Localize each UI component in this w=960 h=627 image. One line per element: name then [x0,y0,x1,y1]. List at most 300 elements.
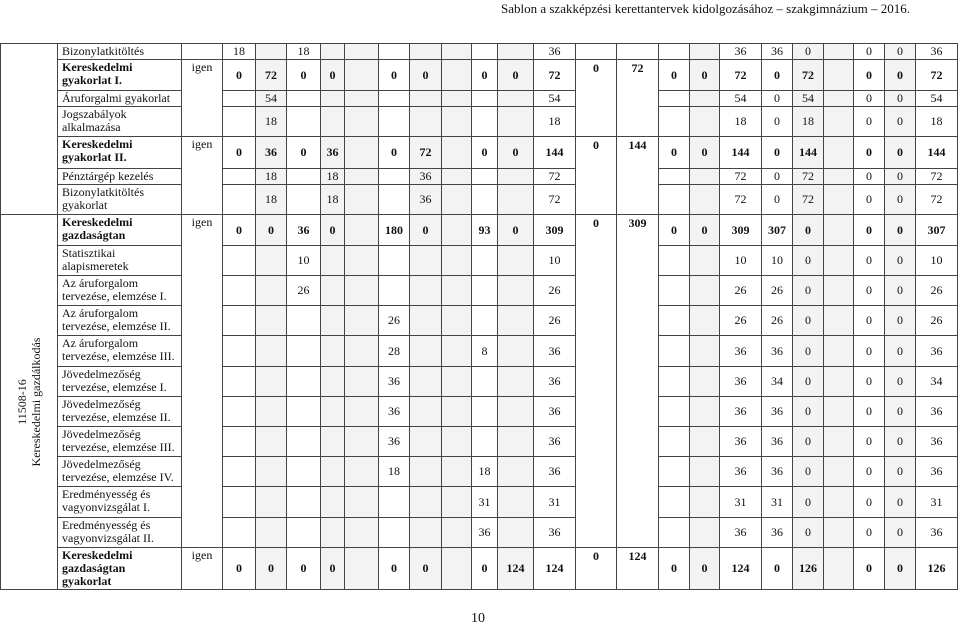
hours-cell [287,91,321,107]
hours-cell [345,169,379,185]
hours-cell: 0 [854,60,885,91]
hours-cell [690,367,720,397]
hours-cell [442,397,472,427]
hours-cell [223,185,256,215]
hours-cell [410,246,442,276]
hours-cell: 0 [256,215,287,246]
hours-cell [498,336,534,367]
hours-cell: 0 [885,427,916,457]
hours-cell [379,185,410,215]
table-row [1,548,958,590]
curriculum-hours-table [0,43,958,590]
hours-cell [410,276,442,306]
hours-cell: 72 [720,60,762,91]
hours-cell: 0 [885,169,916,185]
hours-cell [498,306,534,336]
table-row [1,397,958,427]
hours-cell [223,336,256,367]
hours-cell [287,107,321,137]
hours-cell [256,336,287,367]
table-row [1,246,958,276]
hours-cell: 0 [854,457,885,487]
hours-cell [824,457,854,487]
hours-cell [472,306,498,336]
subject-name: Bizonylatkitöltés gyakorlat [58,185,182,215]
hours-cell [442,457,472,487]
hours-cell [410,427,442,457]
hours-cell [472,367,498,397]
hours-cell [690,185,720,215]
hours-cell [345,336,379,367]
hours-cell: 54 [720,91,762,107]
hours-cell: 0 [793,367,824,397]
hours-cell [379,246,410,276]
hours-cell [345,215,379,246]
hours-cell [472,246,498,276]
hours-cell [498,276,534,306]
hours-cell: 72 [534,185,576,215]
hours-cell: 10 [534,246,576,276]
hours-cell: 0 [854,215,885,246]
hours-cell [690,306,720,336]
hours-cell [498,487,534,518]
hours-cell: 0 [885,107,916,137]
hours-cell: 0 [659,137,690,169]
hours-cell: 36 [720,397,762,427]
hours-cell: 72 [256,60,287,91]
hours-cell: 0 [854,185,885,215]
hours-cell: 0 [498,215,534,246]
subject-name: Jövedelmezőség tervezése, elemzése III. [58,427,182,457]
hours-cell: 36 [762,336,793,367]
hours-cell: 0 [762,137,793,169]
hours-cell [690,518,720,548]
hours-cell: 0 [762,91,793,107]
hours-cell: 0 [793,518,824,548]
hours-cell [442,137,472,169]
hours-cell: 36 [762,518,793,548]
table-row [1,137,958,169]
hours-cell: 54 [793,91,824,107]
hours-cell [256,487,287,518]
hours-cell: 0 [854,367,885,397]
hours-cell [442,215,472,246]
hours-cell: 0 [410,60,442,91]
hours-cell: 36 [720,427,762,457]
hours-cell [442,487,472,518]
hours-cell [498,91,534,107]
hours-cell: 72 [720,185,762,215]
hours-cell [659,91,690,107]
igen-cell: igen [182,60,223,137]
hours-cell [379,44,410,60]
hours-cell: 0 [379,137,410,169]
hours-cell: 10 [720,246,762,276]
hours-cell: 144 [916,137,958,169]
hours-cell [472,91,498,107]
hours-cell [223,518,256,548]
hours-cell: 0 [223,215,256,246]
subject-name: Kereskedelmi gazdaságtan [58,215,182,246]
hours-cell [690,107,720,137]
hours-cell [576,44,617,60]
hours-cell [824,91,854,107]
hours-cell: 0 [379,60,410,91]
hours-cell [442,336,472,367]
hours-cell [498,185,534,215]
hours-cell [223,276,256,306]
hours-cell: 8 [472,336,498,367]
hours-cell: 124 [720,548,762,590]
hours-cell [321,457,345,487]
hours-cell [223,487,256,518]
hours-cell: 36 [472,518,498,548]
hours-cell: 36 [916,336,958,367]
hours-cell [256,276,287,306]
hours-cell [690,397,720,427]
hours-cell [498,44,534,60]
hours-cell [345,518,379,548]
table-row [1,457,958,487]
subject-name: Kereskedelmi gazdaságtan gyakorlat [58,548,182,590]
hours-cell [824,518,854,548]
hours-cell: 0 [885,60,916,91]
hours-cell: 18 [379,457,410,487]
hours-cell [824,427,854,457]
hours-cell: 18 [321,185,345,215]
hours-cell: 18 [256,185,287,215]
hours-cell: 309 [534,215,576,246]
hours-cell: 36 [534,457,576,487]
hours-cell: 0 [854,137,885,169]
hours-cell: 28 [379,336,410,367]
hours-cell: 36 [916,397,958,427]
hours-cell: 0 [321,548,345,590]
hours-cell: 36 [534,367,576,397]
igen-cell [182,44,223,60]
hours-cell [442,518,472,548]
hours-cell: 307 [916,215,958,246]
hours-cell: 54 [534,91,576,107]
hours-cell [498,397,534,427]
hours-cell [659,306,690,336]
subject-name: Kereskedelmi gyakorlat I. [58,60,182,91]
hours-cell [498,107,534,137]
hours-cell: 0 [223,548,256,590]
hours-cell: 36 [321,137,345,169]
hours-cell: 26 [916,276,958,306]
hours-cell: 0 [498,60,534,91]
hours-cell: 0 [472,60,498,91]
hours-cell [442,185,472,215]
hours-cell: 36 [720,457,762,487]
hours-cell [223,169,256,185]
hours-cell [410,367,442,397]
hours-cell [223,397,256,427]
hours-cell [824,185,854,215]
table-row [1,91,958,107]
hours-cell: 0 [690,548,720,590]
hours-cell: 0 [885,397,916,427]
hours-cell: 0 [793,397,824,427]
subject-name: Pénztárgép kezelés [58,169,182,185]
hours-cell [442,306,472,336]
hours-cell: 18 [534,107,576,137]
hours-cell: 36 [379,427,410,457]
hours-cell: 18 [256,169,287,185]
hours-cell: 0 [854,518,885,548]
table-row [1,367,958,397]
hours-cell [824,367,854,397]
hours-cell [442,60,472,91]
hours-cell: 36 [916,518,958,548]
hours-cell: 0 [793,427,824,457]
hours-cell [472,397,498,427]
hours-cell [410,107,442,137]
hours-cell: 26 [720,306,762,336]
hours-cell: 36 [534,427,576,457]
hours-cell [223,367,256,397]
hours-cell [824,336,854,367]
subject-name: Bizonylatkitöltés [58,44,182,60]
hours-cell [659,397,690,427]
hours-cell: 36 [379,367,410,397]
hours-cell: 72 [617,60,659,137]
hours-cell [345,427,379,457]
table-row [1,44,958,60]
hours-cell: 0 [885,215,916,246]
hours-cell [690,169,720,185]
hours-cell: 36 [410,185,442,215]
hours-cell [690,44,720,60]
table-row [1,169,958,185]
hours-cell: 72 [410,137,442,169]
hours-cell: 31 [916,487,958,518]
hours-cell: 0 [576,548,617,590]
hours-cell: 72 [793,60,824,91]
hours-cell [223,107,256,137]
hours-cell: 124 [617,548,659,590]
hours-cell [690,427,720,457]
hours-cell: 307 [762,215,793,246]
hours-cell: 0 [854,306,885,336]
hours-cell [472,44,498,60]
hours-cell [472,276,498,306]
hours-cell: 31 [534,487,576,518]
hours-cell [287,169,321,185]
hours-cell [659,246,690,276]
hours-cell: 0 [885,306,916,336]
subject-name: Az áruforgalom tervezése, elemzése I. [58,276,182,306]
hours-cell [472,169,498,185]
hours-cell: 36 [287,215,321,246]
subject-name: Statisztikai alapismeretek [58,246,182,276]
hours-cell [498,518,534,548]
hours-cell [690,457,720,487]
hours-cell: 72 [916,60,958,91]
hours-cell: 0 [410,548,442,590]
table-row [1,276,958,306]
hours-cell: 10 [762,246,793,276]
hours-cell: 72 [534,60,576,91]
hours-cell: 36 [720,367,762,397]
hours-cell [379,276,410,306]
hours-cell: 54 [916,91,958,107]
hours-cell: 0 [885,518,916,548]
hours-cell: 0 [885,137,916,169]
hours-cell: 26 [916,306,958,336]
hours-cell: 0 [576,215,617,548]
hours-cell: 18 [916,107,958,137]
hours-cell [472,427,498,457]
hours-cell [379,518,410,548]
subject-name: Eredményesség és vagyonvizsgálat I. [58,487,182,518]
hours-cell [223,457,256,487]
hours-cell [345,137,379,169]
subject-name: Az áruforgalom tervezése, elemzése III. [58,336,182,367]
hours-cell: 144 [617,137,659,215]
hours-cell [498,169,534,185]
hours-cell [498,457,534,487]
hours-cell: 18 [223,44,256,60]
hours-cell: 0 [321,215,345,246]
page-number: 10 [471,611,485,626]
hours-cell: 180 [379,215,410,246]
module-cell-empty [1,44,58,215]
hours-cell [659,518,690,548]
hours-cell [223,91,256,107]
hours-cell [410,397,442,427]
hours-cell [287,306,321,336]
hours-cell: 0 [885,276,916,306]
module-group-label [1,215,58,590]
hours-cell: 0 [854,427,885,457]
table-row [1,518,958,548]
hours-cell: 93 [472,215,498,246]
hours-cell: 54 [256,91,287,107]
hours-cell: 0 [854,336,885,367]
table-row [1,336,958,367]
hours-cell: 36 [534,518,576,548]
hours-cell [498,427,534,457]
page-header-title: Sablon a szakképzési kerettantervek kidolgozásához – szakgimnázium – 2016. [500,1,910,16]
hours-cell [379,169,410,185]
hours-cell [379,487,410,518]
hours-cell [659,457,690,487]
hours-cell [442,91,472,107]
hours-cell: 36 [762,427,793,457]
hours-cell [345,185,379,215]
hours-cell [617,44,659,60]
igen-cell: igen [182,137,223,215]
hours-cell: 36 [534,336,576,367]
hours-cell [824,60,854,91]
hours-cell: 0 [793,487,824,518]
hours-cell: 36 [762,44,793,60]
hours-cell: 0 [472,548,498,590]
hours-cell: 34 [762,367,793,397]
table-row [1,185,958,215]
hours-cell [410,91,442,107]
hours-cell [690,276,720,306]
hours-cell: 0 [762,60,793,91]
hours-cell: 0 [659,548,690,590]
hours-cell: 72 [534,169,576,185]
hours-cell: 0 [854,107,885,137]
hours-cell: 34 [916,367,958,397]
hours-cell [345,548,379,590]
hours-cell: 0 [472,137,498,169]
hours-cell [321,397,345,427]
hours-cell [321,487,345,518]
hours-cell: 36 [762,397,793,427]
hours-cell: 0 [793,246,824,276]
hours-cell: 0 [223,60,256,91]
hours-cell: 0 [223,137,256,169]
module-name: Kereskedelmi gazdálkodás [29,337,43,467]
hours-cell [345,107,379,137]
hours-cell [321,427,345,457]
hours-cell [472,107,498,137]
hours-cell [659,336,690,367]
hours-cell [442,367,472,397]
hours-cell [256,457,287,487]
hours-cell: 26 [534,306,576,336]
hours-cell [321,336,345,367]
hours-cell: 0 [793,44,824,60]
hours-cell: 0 [854,91,885,107]
hours-cell [256,427,287,457]
hours-cell: 36 [916,44,958,60]
hours-cell [442,427,472,457]
hours-cell: 36 [379,397,410,427]
hours-cell [410,306,442,336]
hours-cell [824,487,854,518]
hours-cell: 309 [720,215,762,246]
hours-cell [472,185,498,215]
hours-cell [345,91,379,107]
hours-cell: 18 [793,107,824,137]
hours-cell: 0 [885,457,916,487]
hours-cell [345,60,379,91]
hours-cell [442,246,472,276]
hours-cell: 124 [498,548,534,590]
hours-cell: 36 [410,169,442,185]
hours-cell [345,457,379,487]
hours-cell [287,397,321,427]
hours-cell [345,44,379,60]
hours-cell: 144 [720,137,762,169]
hours-cell [824,548,854,590]
hours-cell [321,246,345,276]
hours-cell [321,518,345,548]
hours-cell: 72 [720,169,762,185]
hours-cell [256,518,287,548]
table-row [1,60,958,91]
hours-cell: 36 [256,137,287,169]
hours-cell [659,169,690,185]
hours-cell: 0 [690,60,720,91]
hours-cell: 0 [762,548,793,590]
hours-cell: 10 [287,246,321,276]
hours-cell [345,246,379,276]
hours-cell [410,518,442,548]
hours-cell: 0 [793,306,824,336]
hours-cell: 36 [720,44,762,60]
hours-cell [824,44,854,60]
hours-cell: 0 [793,457,824,487]
hours-cell [379,107,410,137]
